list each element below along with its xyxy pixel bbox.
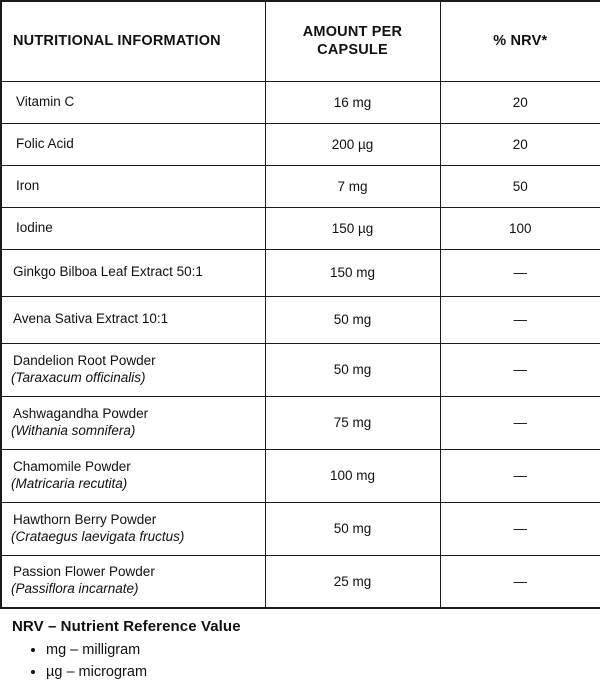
row-nrv: —: [440, 296, 600, 343]
row-name: Vitamin C: [1, 81, 265, 123]
row-name: Ginkgo Bilboa Leaf Extract 50:1: [1, 249, 265, 296]
list-item: • µg – microgram: [46, 661, 588, 683]
row-amount: 25 mg: [265, 555, 440, 608]
table-row: [1, 449, 600, 502]
row-nrv: —: [440, 396, 600, 449]
row-nrv: 20: [440, 81, 600, 123]
column-header-percent-nrv: % NRV*: [440, 1, 600, 81]
row-name: Iodine: [1, 207, 265, 249]
row-amount: 150 mg: [265, 249, 440, 296]
table-row: [1, 502, 600, 555]
row-amount: 7 mg: [265, 165, 440, 207]
row-name-common: Hawthorn Berry Powder: [13, 511, 157, 527]
row-amount: 16 mg: [265, 81, 440, 123]
row-nrv: —: [440, 555, 600, 608]
list-item: • mg – milligram: [46, 639, 588, 661]
row-nrv: 100: [440, 207, 600, 249]
table-row: [1, 296, 600, 343]
row-name-common: Passion Flower Powder: [13, 564, 155, 580]
row-amount: 50 mg: [265, 343, 440, 396]
column-header-nutritional-information: NUTRITIONAL INFORMATION: [1, 1, 265, 81]
table-row: [1, 555, 600, 608]
row-name-common: Dandelion Root Powder: [13, 352, 156, 368]
row-nrv: —: [440, 449, 600, 502]
table-row: [1, 207, 600, 249]
table-row: [1, 249, 600, 296]
table-row: [1, 81, 600, 123]
abbreviation-list: [12, 639, 588, 684]
row-amount: 75 mg: [265, 396, 440, 449]
table-row: [1, 165, 600, 207]
row-name-latin: (Crataegus laevigata fructus): [11, 528, 185, 544]
row-name-common: Ashwagandha Powder: [13, 405, 149, 421]
row-name: [1, 449, 265, 502]
row-name: [1, 343, 265, 396]
footnotes: [0, 609, 600, 684]
row-name-latin: (Passiflora incarnate): [11, 581, 139, 597]
row-amount: 200 µg: [265, 123, 440, 165]
row-amount: 50 mg: [265, 502, 440, 555]
table-body: [1, 81, 600, 608]
row-name: Iron: [1, 165, 265, 207]
row-name-latin: (Withania somnifera): [11, 422, 136, 438]
table-header-row: [1, 1, 600, 81]
row-amount: 150 µg: [265, 207, 440, 249]
row-name-latin: (Matricaria recutita): [11, 475, 128, 491]
row-name: Folic Acid: [1, 123, 265, 165]
row-amount: 50 mg: [265, 296, 440, 343]
row-name-latin: (Taraxacum officinalis): [11, 369, 146, 385]
table-row: [1, 343, 600, 396]
row-nrv: 20: [440, 123, 600, 165]
row-name: [1, 502, 265, 555]
row-name: Avena Sativa Extract 10:1: [1, 296, 265, 343]
row-nrv: —: [440, 343, 600, 396]
row-name-common: Chamomile Powder: [13, 458, 131, 474]
table-header: [1, 1, 600, 81]
row-amount: 100 mg: [265, 449, 440, 502]
table-row: [1, 396, 600, 449]
row-nrv: —: [440, 502, 600, 555]
column-header-amount-per-capsule: [265, 1, 440, 81]
row-nrv: 50: [440, 165, 600, 207]
column-header-amount-line2: CAPSULE: [317, 42, 388, 59]
nrv-definition: NRV – Nutrient Reference Value: [12, 618, 241, 635]
row-name: [1, 555, 265, 608]
table-row: [1, 123, 600, 165]
column-header-amount-line1: AMOUNT PER: [302, 24, 403, 41]
row-name: [1, 396, 265, 449]
row-nrv: —: [440, 249, 600, 296]
